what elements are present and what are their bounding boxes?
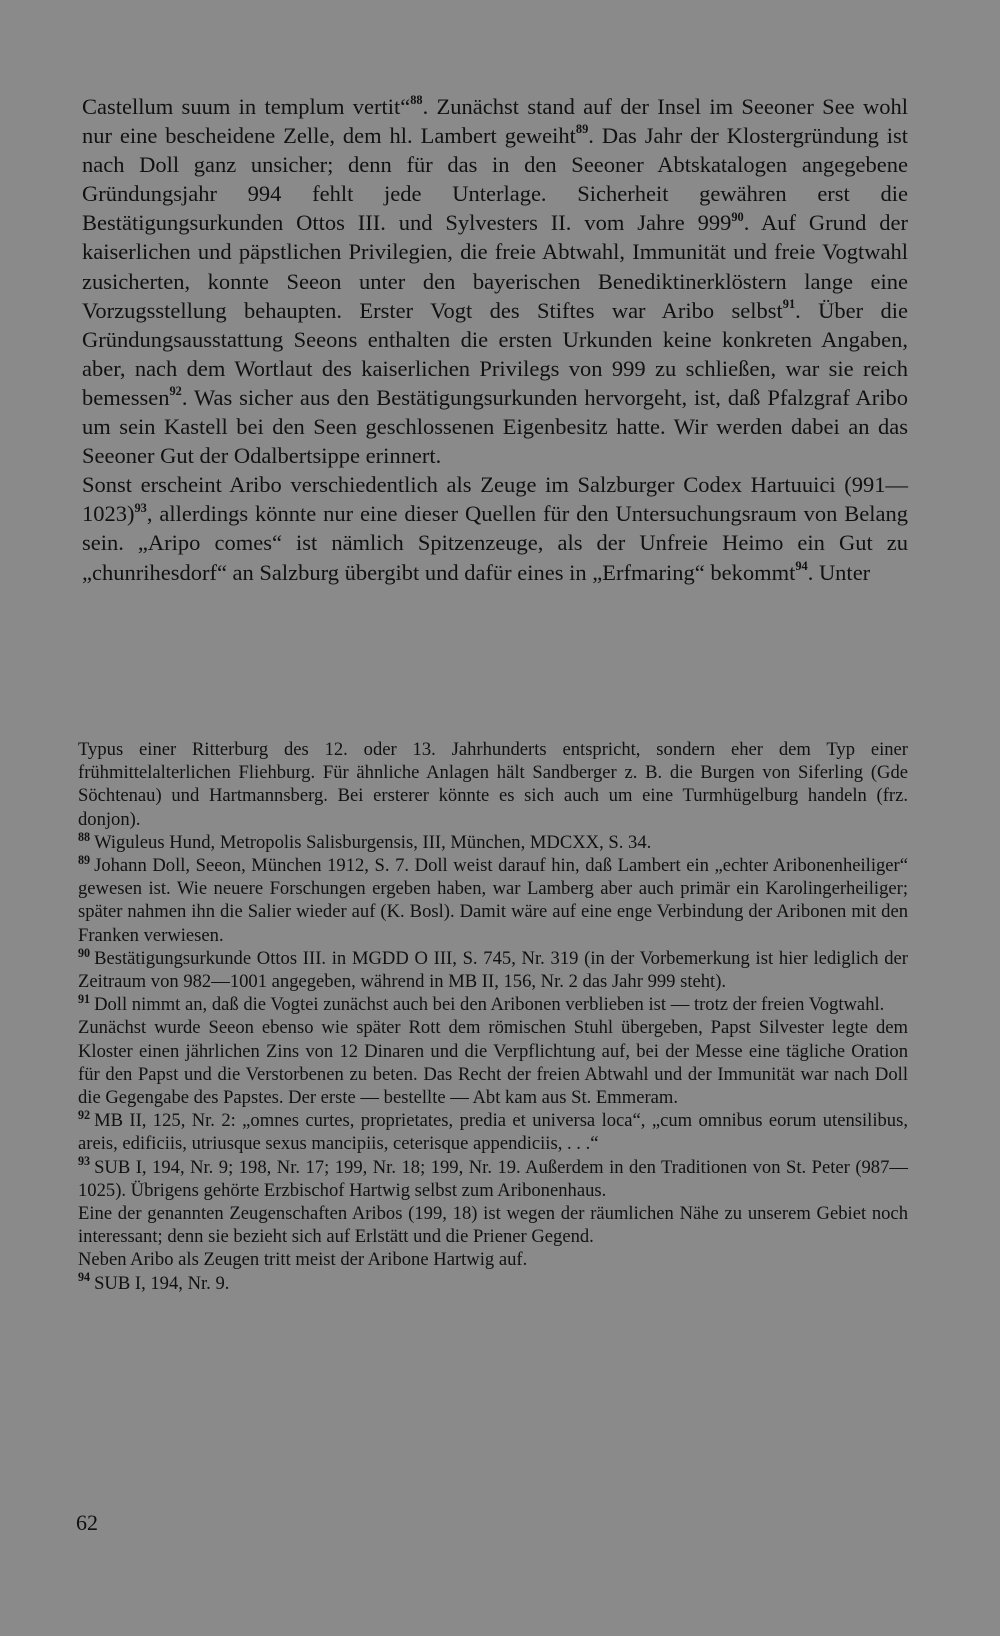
footnote-93-continued: Eine der genannten Zeugenschaften Aribos (199, 18) ist wegen der räumlichen Nähe zu unserem Gebiet noch interessant; denn sie bezieht sich auf Erlstätt und die Priener Gegend. <box>78 1203 908 1248</box>
text-run: . Was sicher aus den Bestätigungsurkunden hervorgeht, ist, daß Pfalzgraf Aribo um sein Kastell bei den Seen geschlossenen Eigenbesitz hatte. Wir werden dabei an das Seeoner Gut der Odalbertsippe erinnert. <box>82 384 908 469</box>
footnote-91-continued: Zunächst wurde Seeon ebenso wie später Rott dem römischen Stuhl übergeben, Papst Silvester legte dem Kloster einen jährlichen Zins von 12 Dinaren und die Verpflichtung auf, bei der Messe eine tägliche Oration für den Papst und die Verstorbenen zu beten. Das Recht der freien Abtwahl und der Immunität war nach Doll die Gegengabe des Papstes. Der erste — bestellte — Abt kam aus St. Emmeram. <box>78 1017 908 1109</box>
footnote-text: Johann Doll, Seeon, München 1912, S. 7. Doll weist darauf hin, daß Lambert ein „echter Aribonenheiliger“ gewesen ist. Wie neuere Forschungen ergeben haben, war Lamberg aber auch primär ein Karolingerheiliger; später nahmen ihn die Salier wieder auf (K. Bosl). Damit wäre auf eine enge Verbindung der Aribonen mit den Franken verwiesen. <box>78 855 908 946</box>
footnote-ref-94[interactable]: 94 <box>795 558 808 573</box>
footnote-ref-93[interactable]: 93 <box>134 500 147 515</box>
footnote-ref-88[interactable]: 88 <box>410 93 423 108</box>
footnote-text: SUB I, 194, Nr. 9. <box>94 1272 230 1294</box>
footnote-ref-92[interactable]: 92 <box>169 384 182 399</box>
footnote-number: 92 <box>78 1108 91 1123</box>
text-run: . Auf Grund der kaiserlichen und päpstlichen Privilegien, die freie Abtwahl, Immunität und freie Vogtwahl zusicherten, konnte Seeon unter den bayerischen Benediktinerklöstern lange eine Vorzugsstellung behaupten. Erster Vogt des Stiftes war Aribo selbst <box>82 210 908 323</box>
footnotes <box>78 738 908 1295</box>
footnote-90 <box>78 947 908 993</box>
text-run: . Zunächst stand auf der Insel im Seeoner See wohl nur eine bescheidene Zelle, dem hl. Lambert geweiht <box>82 94 908 149</box>
text-run: , allerdings könnte nur eine dieser Quellen für den Untersuchungsraum von Belang sein. „Aripo comes“ ist nämlich Spitzenzeuge, als der Unfreie Heimo ein Gut zu „chunrihesdorf“ an Salzburg übergibt und dafür eines in „Erfmaring“ bekommt <box>82 501 908 585</box>
footnote-number: 93 <box>78 1154 91 1169</box>
footnote-ref-91[interactable]: 91 <box>782 296 796 311</box>
text-run: Sonst erscheint Aribo verschiedentlich als Zeuge im Salzburger Codex Hartuuici (991—1023) <box>82 472 908 527</box>
footnote-93 <box>78 1156 908 1202</box>
footnote-text: Doll nimmt an, daß die Vogtei zunächst auch bei den Aribonen verblieben ist — trotz der freien Vogtwahl. <box>94 994 885 1016</box>
footnote-text: Bestätigungsurkunde Ottos III. in MGDD O III, S. 745, Nr. 319 (in der Vorbemerkung ist hier lediglich der Zeitraum von 982—1001 angegeben, während in MB II, 156, Nr. 2 das Jahr 999 steht). <box>78 947 908 993</box>
footnote-number: 90 <box>78 945 91 960</box>
footnote-89 <box>78 854 908 947</box>
footnote-text: MB II, 125, Nr. 2: „omnes curtes, proprietates, predia et universa loca“, „cum omnibus eorum utensilibus, areis, edificiis, utriusque sexus mancipiis, ceterisque appendiciis, . . .“ <box>78 1110 908 1155</box>
footnote-number: 94 <box>78 1270 91 1285</box>
footnote-ref-89[interactable]: 89 <box>575 122 589 137</box>
main-paragraph-1 <box>82 92 908 470</box>
footnote-number: 89 <box>78 852 91 867</box>
main-paragraph-2 <box>82 470 908 586</box>
footnote-94 <box>78 1272 908 1295</box>
footnote-number: 88 <box>78 829 91 844</box>
text-run: . Über die Gründungsausstattung Seeons enthalten die ersten Urkunden keine konkreten Angaben, aber, nach dem Wortlaut des kaiserlichen Privilegs von 999 zu schließen, war sie reich bemessen <box>82 297 908 410</box>
footnote-text: SUB I, 194, Nr. 9; 198, Nr. 17; 199, Nr. 18; 199, Nr. 19. Außerdem in den Traditionen von St. Peter (987—1025). Übrigens gehörte Erzbischof Hartwig selbst zum Aribonenhaus. <box>78 1156 908 1201</box>
page-number: 62 <box>76 1510 98 1535</box>
main-text <box>82 92 908 587</box>
footnote-93-continued-2: Neben Aribo als Zeugen tritt meist der Aribone Hartwig auf. <box>78 1249 528 1271</box>
footnote-ref-90[interactable]: 90 <box>731 209 744 224</box>
footnote-88 <box>78 831 908 854</box>
text-run: . Unter <box>807 559 871 585</box>
footnote-number: 91 <box>78 992 91 1007</box>
footnote-92 <box>78 1109 908 1155</box>
footnote-91 <box>78 993 908 1016</box>
text-run: . Das Jahr der Klostergründung ist nach Doll ganz unsicher; denn für das in den Seeoner Abtskatalogen angegebene Gründungsjahr 994 fehlt jede Unterlage. Sicherheit gewähren erst die Bestätigungsurkunden Ottos III. und Sylvesters II. vom Jahre 999 <box>82 123 908 236</box>
footnote-text: Wiguleus Hund, Metropolis Salisburgensis, III, München, MDCXX, S. 34. <box>94 831 652 853</box>
footnote-continuation: Typus einer Ritterburg des 12. oder 13. Jahrhunderts entspricht, sondern eher dem Typ einer frühmittelalterlichen Fliehburg. Für ähnliche Anlagen hält Sandberger z. B. die Burgen von Siferling (Gde Söchtenau) und Hartmannsberg. Bei ersterer könnte es sich auch um eine Turmhügelburg handeln (frz. donjon). <box>78 739 908 830</box>
text-run: Castellum suum in templum vertit“ <box>82 94 411 119</box>
